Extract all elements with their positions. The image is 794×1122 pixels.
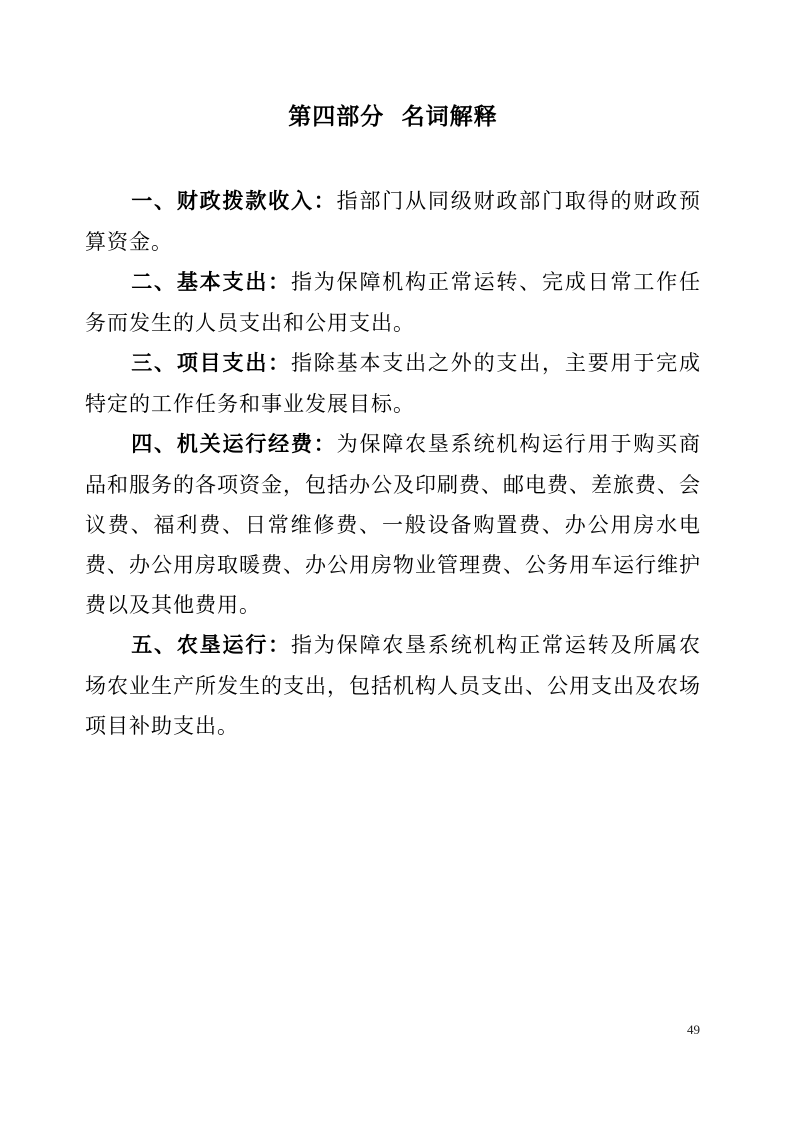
glossary-term: 三、项目支出： — [131, 352, 291, 375]
glossary-entry — [85, 424, 701, 625]
glossary-entry — [85, 181, 701, 262]
glossary-term: 一、财政拨款收入： — [131, 190, 337, 213]
glossary-definition: 指为保障机构正常运转、完成日常工作任务而发生的人员支出和公用支出。 — [85, 270, 702, 335]
glossary-entry — [85, 262, 701, 343]
glossary-definition: 指部门从同级财政部门取得的财政预算资金。 — [85, 189, 702, 254]
glossary-definition: 指除基本支出之外的支出，主要用于完成特定的工作任务和事业发展目标。 — [85, 351, 702, 416]
page-number: 49 — [687, 1022, 700, 1037]
page-content — [0, 96, 794, 746]
glossary-definition: 指为保障农垦系统机构正常运转及所属农场农业生产所发生的支出，包括机构人员支出、公用支出及农场项目补助支出。 — [85, 633, 702, 738]
glossary-definition: 为保障农垦系统机构运行用于购买商品和服务的各项资金，包括办公及印刷费、邮电费、差旅费、会议费、福利费、日常维修费、一般设备购置费、办公用房水电费、办公用房取暖费、办公用房物业管理费、公务用车运行维护费以及其他费用。 — [85, 432, 702, 617]
section-title: 第四部分 名词解释 — [288, 103, 498, 129]
glossary-term: 二、基本支出： — [131, 271, 291, 294]
glossary-term: 五、农垦运行： — [131, 634, 291, 657]
glossary-entry — [85, 343, 701, 424]
glossary-term: 四、机关运行经费： — [131, 433, 337, 456]
glossary-entry — [85, 625, 701, 746]
